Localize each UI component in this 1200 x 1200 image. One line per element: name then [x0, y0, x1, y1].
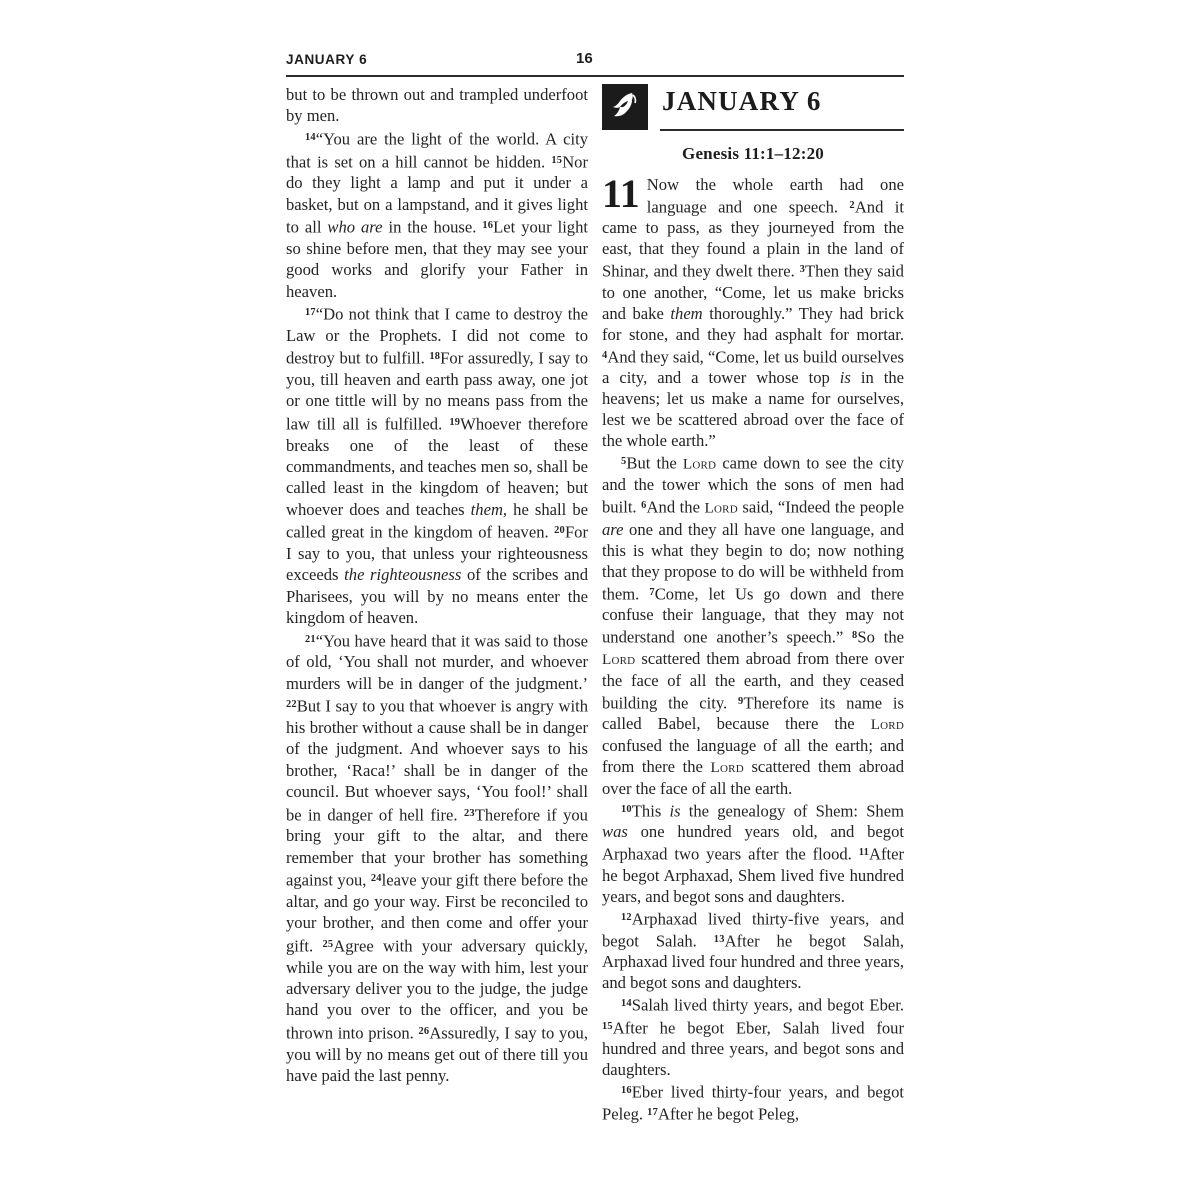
- verse-text: Salah lived thirty years, and begot Eber.: [631, 995, 904, 1015]
- verse-text: one and they all have one language, and this is what they begin to do; now nothing that they propose to do will be withheld from them.: [602, 519, 904, 604]
- verse-number: 17: [305, 307, 316, 319]
- running-head: [286, 44, 904, 78]
- verse-text: And they said, “Come, let us build ourselves a city, and a tower whose top: [602, 347, 904, 388]
- scripture-text-right: [602, 171, 904, 1125]
- verse-text: And it came to pass, as they journeyed from the east, that they found a plain in the land of Shinar, and they dwelt there.: [602, 197, 904, 281]
- divine-name: Lord: [710, 758, 744, 776]
- header-divider: [286, 75, 904, 77]
- verse-text: And the: [646, 497, 705, 517]
- verse-text: of the scribes and Pharisees, you will by no means enter the kingdom of heaven.: [286, 565, 588, 628]
- italic-text: them: [670, 303, 703, 323]
- verse-number: 18: [429, 351, 441, 363]
- verse-number: 24: [370, 873, 382, 885]
- verse-number: 20: [554, 525, 565, 537]
- divine-name: Lord: [602, 650, 636, 668]
- verse-number: 5: [621, 456, 627, 468]
- verse-text: leave your gift there before the altar, and go your way. First be reconciled to your brother, and then come and offer your gift.: [286, 870, 588, 956]
- column-left: [286, 84, 588, 1149]
- verse-number: 2: [849, 200, 855, 211]
- scripture-paragraph: [602, 993, 904, 1080]
- verse-number: 15: [551, 154, 563, 166]
- scripture-paragraph: [602, 451, 904, 799]
- verse-text: scattered them abroad from there over the face of all the earth, and they ceased building the city.: [602, 648, 904, 712]
- verse-text: Whoever therefore breaks one of the least of these commandments, and teaches men so, shall be called least in the kingdom of heaven; but whoever does and teaches: [286, 414, 588, 519]
- verse-text: After he begot Eber, Salah lived four hundred and three years, and begot sons and daughters.: [602, 1018, 904, 1080]
- scripture-paragraph: [602, 1080, 904, 1125]
- divine-name: Lord: [704, 499, 738, 517]
- verse-number: 4: [602, 349, 608, 361]
- verse-text: Then they said to one another, “Come, let us make bricks and bake: [602, 261, 904, 323]
- verse-number: 7: [649, 586, 655, 598]
- verse-text: Let your light so shine before men, that they may see your good works and glorify your Father in heaven.: [286, 217, 588, 301]
- italic-text: them,: [470, 499, 508, 519]
- italic-text: was: [602, 822, 628, 842]
- verse-text: Arphaxad lived thirty-five years, and begot Salah.: [602, 908, 904, 951]
- dove-icon: [602, 84, 648, 130]
- verse-text: Therefore if you bring your gift to the altar, and there remember that your brother has something against you,: [286, 805, 588, 890]
- verse-number: 10: [621, 803, 632, 815]
- scripture-paragraph: [602, 799, 904, 907]
- verse-number: 26: [418, 1025, 430, 1037]
- verse-text: came down to see the city and the tower which the sons of men had built.: [602, 453, 904, 517]
- verse-text: Nor do they light a lamp and put it under a basket, but on a lampstand, and it gives light to all: [286, 151, 588, 237]
- italic-text: is: [669, 801, 681, 821]
- verse-number: 19: [449, 416, 461, 428]
- verse-text: For I say to you, that unless your righteousness exceeds: [286, 522, 588, 585]
- verse-text: After he begot Arphaxad, Shem lived five hundred years, and begot sons and daughters.: [602, 844, 904, 906]
- verse-number: 14: [305, 131, 316, 143]
- verse-number: 9: [738, 695, 744, 707]
- verse-number: 22: [286, 699, 297, 711]
- verse-text: But the: [626, 453, 683, 473]
- italic-text: the righteousness: [344, 565, 462, 585]
- divine-name: Lord: [682, 455, 717, 473]
- scripture-paragraph: [286, 127, 588, 302]
- column-right: [602, 84, 904, 1149]
- verse-number: 13: [713, 933, 725, 945]
- chapter-number: 11: [602, 171, 640, 216]
- verse-number: 16: [621, 1085, 632, 1097]
- verse-text: For assuredly, I say to you, till heaven and earth pass away, one jot or one tittle will by no means pass from the law till all is fulfilled.: [286, 348, 588, 434]
- scripture-paragraph: [286, 629, 588, 1087]
- verse-text: scattered them abroad over the face of all the earth.: [602, 756, 904, 798]
- scripture-text-left: [286, 84, 588, 1086]
- verse-text: Therefore its name is called Babel, because there the: [602, 692, 904, 733]
- verse-text: But I say to you that whoever is angry with his brother without a cause shall be in danger of the judgment. And whoever says to his brother, ‘Raca!’ shall be in danger of the council. But whoever says, ‘You fool!’ shall be in danger of hell fire.: [286, 696, 588, 824]
- italic-text: who are: [327, 217, 383, 237]
- verse-text: Eber lived thirty-four years, and begot Peleg.: [602, 1082, 904, 1124]
- verse-number: 12: [621, 911, 632, 923]
- verse-number: 23: [463, 807, 475, 819]
- verse-number: 25: [322, 938, 334, 950]
- page-content: [286, 44, 904, 1154]
- italic-text: are: [602, 519, 624, 539]
- verse-text: one hundred years old, and begot Arphaxad two years after the flood.: [602, 822, 904, 864]
- verse-text: “You are the light of the world. A city that is set on a hill cannot be hidden.: [286, 129, 588, 171]
- verse-text: Agree with your adversary quickly, while you are on the way with him, lest your adversary deliver you to the judge, the judge hand you over to the officer, and you be thrown into prison.: [286, 936, 588, 1043]
- devotional-divider: [660, 129, 904, 131]
- verse-number: 11: [858, 847, 869, 859]
- devotional-title: JANUARY 6: [662, 86, 822, 116]
- verse-text: but to be thrown out and trampled underfoot by men.: [286, 85, 588, 126]
- scripture-reference: Genesis 11:1–12:20: [682, 144, 824, 163]
- verse-number: 16: [482, 220, 494, 232]
- verse-text: in the heavens; let us make a name for ourselves, lest we be scattered abroad over the face of the whole earth.”: [602, 368, 904, 451]
- devotional-header: [602, 84, 904, 136]
- verse-number: 6: [641, 500, 647, 512]
- verse-number: 17: [647, 1107, 658, 1119]
- verse-text: Assuredly, I say to you, you will by no means get out of there till you have paid the last penny.: [286, 1023, 588, 1085]
- page-number: 16: [576, 50, 593, 67]
- verse-text: thoroughly.” They had brick for stone, and they had asphalt for mortar.: [602, 303, 904, 344]
- scripture-paragraph: [602, 171, 904, 451]
- verse-number: 21: [305, 633, 316, 645]
- italic-text: is: [839, 368, 851, 388]
- verse-number: 15: [602, 1020, 613, 1032]
- verse-text: After he begot Peleg,: [657, 1104, 799, 1124]
- verse-number: 8: [852, 630, 858, 642]
- verse-text: said, “Indeed the people: [737, 497, 904, 517]
- divine-name: Lord: [870, 715, 904, 733]
- verse-number: 3: [799, 264, 805, 276]
- scripture-paragraph: [602, 907, 904, 994]
- verse-text: “Do not think that I came to destroy the Law or the Prophets. I did not come to destroy but to fulfill.: [286, 304, 588, 368]
- verse-text: he shall be called great in the kingdom of heaven.: [286, 499, 588, 542]
- scripture-paragraph: [286, 302, 588, 629]
- verse-text: confused the language of all the earth; and from there the: [602, 735, 904, 776]
- verse-text: After he begot Salah, Arphaxad lived four hundred and three years, and begot sons and daughters.: [602, 931, 904, 993]
- text-columns: [286, 84, 904, 1149]
- verse-text: in the house.: [382, 217, 483, 237]
- verse-text: the genealogy of Shem: Shem: [680, 801, 904, 821]
- verse-number: 14: [621, 998, 632, 1010]
- verse-text: “You have heard that it was said to those of old, ‘You shall not murder, and whoever murders will be in danger of the judgment.’: [286, 631, 588, 693]
- verse-text: Now the whole earth had one language and one speech.: [646, 175, 904, 217]
- running-head-date: JANUARY 6: [286, 52, 368, 67]
- verse-text: So the: [857, 627, 904, 647]
- verse-text: This: [631, 801, 670, 821]
- verse-text: Come, let Us go down and there confuse their language, that they may not understand one another’s speech.”: [602, 584, 904, 647]
- scripture-paragraph: [286, 84, 588, 127]
